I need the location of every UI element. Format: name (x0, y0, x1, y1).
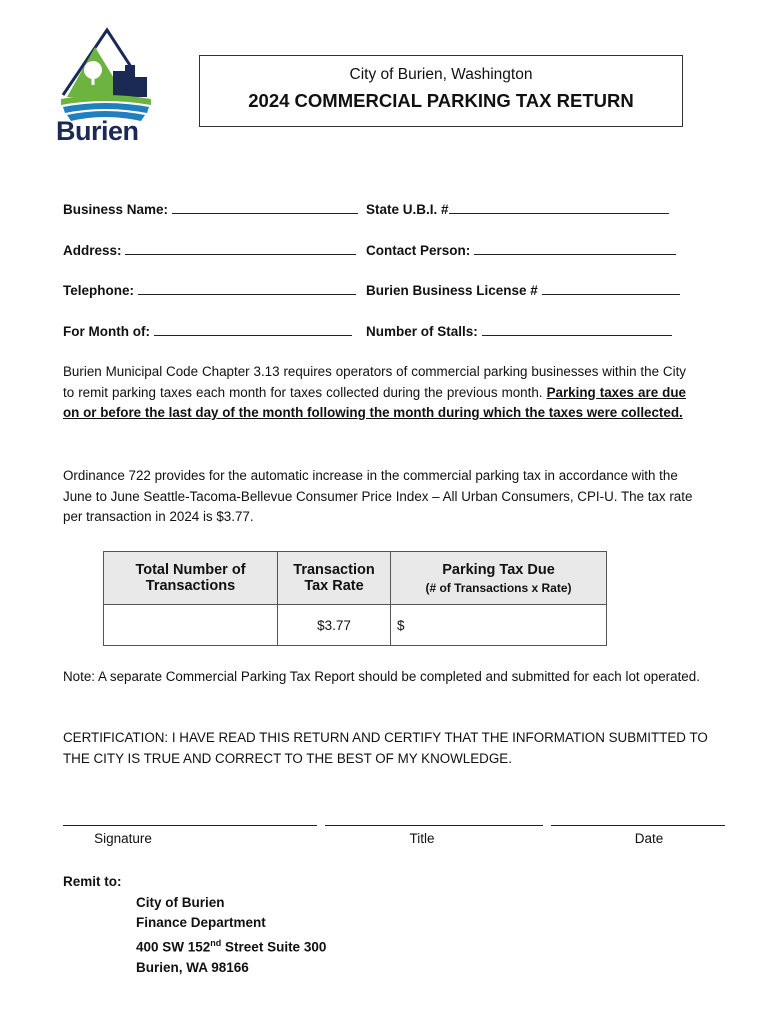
stalls-label: Number of Stalls: (366, 324, 478, 339)
form-title: 2024 COMMERCIAL PARKING TAX RETURN (248, 90, 634, 111)
address-label: Address: (63, 243, 122, 258)
certification-text: CERTIFICATION: I HAVE READ THIS RETURN AND CERTIFY THAT THE INFORMATION SUBMITTED TO THE CITY IS TRUE AND CORRECT TO THE BEST OF MY KNOWLEDGE. (63, 730, 708, 766)
stalls-input-line[interactable] (482, 335, 672, 336)
total-transactions-cell[interactable] (104, 605, 278, 646)
remit-label: Remit to: (63, 874, 122, 889)
header-due-title: Parking Tax Due (442, 561, 555, 578)
business-name-label: Business Name: (63, 202, 169, 217)
date-label: Date (634, 831, 664, 846)
signature-line[interactable] (63, 825, 317, 826)
month-label: For Month of: (63, 324, 150, 339)
business-name-input-line[interactable] (172, 213, 358, 214)
tax-table (103, 551, 607, 646)
address-field[interactable] (63, 243, 356, 258)
contact-person-input-line[interactable] (474, 254, 676, 255)
table-row (104, 605, 607, 646)
title-box (199, 55, 683, 127)
note-text: Note: A separate Commercial Parking Tax Report should be completed and submitted for each lot operated. (63, 669, 700, 684)
header-total-transactions (104, 552, 278, 605)
remit-line-1: City of Burien (136, 895, 225, 910)
state-ubi-input-line[interactable] (449, 213, 669, 214)
remit-line-4: Burien, WA 98166 (136, 959, 249, 975)
remit-line-3 (136, 933, 326, 958)
header-tax-due (391, 552, 607, 605)
month-field[interactable] (63, 324, 352, 339)
stalls-field[interactable] (366, 324, 672, 339)
city-heading: City of Burien, Washington (349, 66, 533, 83)
business-license-input-line[interactable] (542, 294, 680, 295)
header-rate-line1: Transaction (293, 562, 375, 578)
remit-line-3-sup: nd (210, 938, 222, 948)
tax-due-cell[interactable] (391, 605, 607, 646)
telephone-input-line[interactable] (138, 294, 356, 295)
state-ubi-label: State U.B.I. # (366, 202, 449, 217)
ordinance-paragraph: Ordinance 722 provides for the automatic increase in the commercial parking tax in accordance with the June to June Seattle-Tacoma-Bellevue Consumer Price Index – All Urban Consumers, CPI-U. The tax rate per transaction in 2024 is $3.77. (63, 468, 693, 524)
municipal-code-paragraph (63, 362, 686, 424)
month-input-line[interactable] (154, 335, 352, 336)
title-label: Title (409, 831, 435, 846)
business-name-field[interactable] (63, 202, 358, 217)
telephone-label: Telephone: (63, 283, 135, 298)
business-license-label: Burien Business License # (366, 283, 538, 298)
remit-line-2: Finance Department (136, 915, 266, 930)
contact-person-field[interactable] (366, 243, 676, 258)
remit-line-3-end: Street Suite 300 (221, 939, 327, 955)
signature-label: Signature (94, 831, 152, 846)
date-line[interactable] (551, 825, 725, 826)
header-due-subtitle: (# of Transactions x Rate) (425, 580, 572, 595)
remit-line-3-start: 400 SW 152 (136, 939, 211, 955)
contact-person-label: Contact Person: (366, 243, 471, 258)
tax-due-prefix: $ (397, 617, 405, 633)
logo-wordmark: Burien (56, 116, 139, 146)
header-total-line2: Transactions (145, 578, 236, 594)
header-tax-rate (278, 552, 391, 605)
remit-address (136, 893, 326, 978)
header-rate-line2: Tax Rate (304, 578, 364, 594)
municipal-code-text: Burien Municipal Code Chapter 3.13 requires operators of commercial parking businesses within the City to remit parking taxes each month for taxes collected during the previous month. (63, 364, 686, 400)
telephone-field[interactable] (63, 283, 356, 298)
tax-rate-cell: $3.77 (278, 605, 391, 646)
table-header-row (104, 552, 607, 605)
state-ubi-field[interactable] (366, 202, 669, 217)
address-input-line[interactable] (125, 254, 356, 255)
due-date-emphasis: Parking taxes are due on or before the last day of the month following the month during which the taxes were collected. (63, 384, 686, 420)
header-total-line1: Total Number of (135, 562, 246, 578)
title-line[interactable] (325, 825, 543, 826)
business-license-field[interactable] (366, 283, 680, 298)
